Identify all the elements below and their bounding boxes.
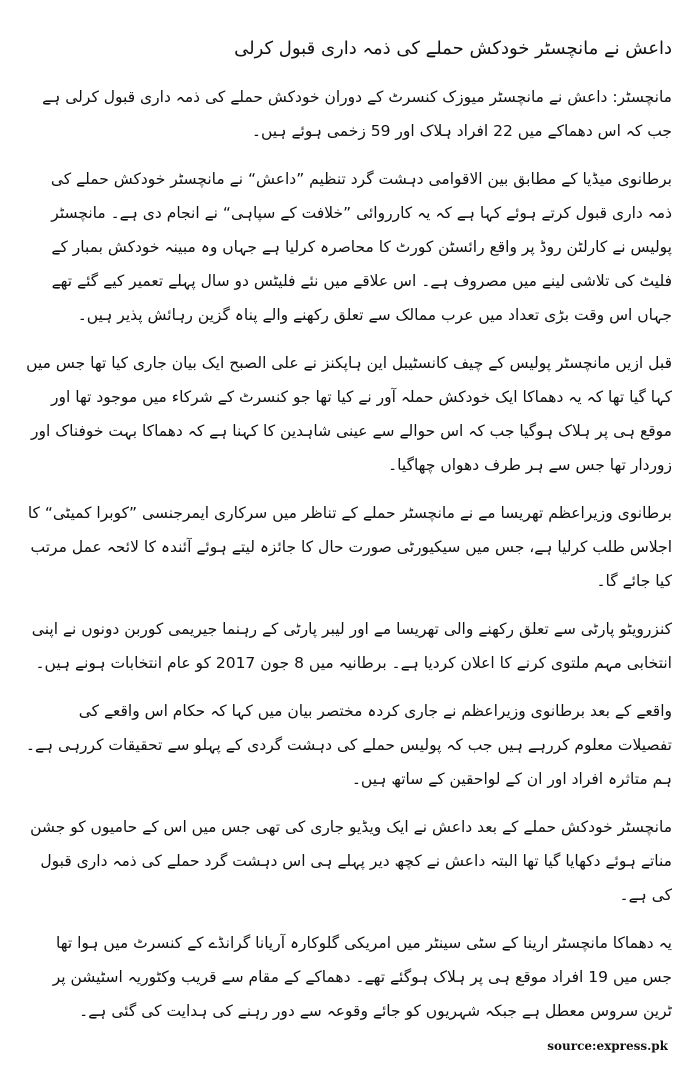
- article-headline: داعش نے مانچسٹر خودکش حملے کی ذمہ داری قبول کرلی: [234, 38, 672, 59]
- article-paragraph: کنزرویٹو پارٹی سے تعلق رکھنے والی تھریسا مے اور لیبر پارٹی کے رہنما جیریمی کوربن دونوں نے اپنی انتخابی مہم ملتوی کرنے کا اعلان کردیا ہے۔ برطانیہ میں 8 جون 2017 کو عام انتخابات ہونے ہیں۔: [31, 620, 672, 672]
- article-paragraph: واقعے کے بعد برطانوی وزیراعظم نے جاری کردہ مختصر بیان میں کہا کہ حکام اس واقعے کی تفصیلات معلوم کررہے ہیں جب کہ پولیس حملے کی دہشت گردی کے پہلو سے تحقیقات کررہی ہے۔ ہم متاثرہ افراد اور ان کے لواحقین کے ساتھ ہیں۔: [25, 702, 672, 788]
- article-paragraph: مانچسٹر خودکش حملے کے بعد داعش نے ایک ویڈیو جاری کی تھی جس میں اس کے حامیوں کو جشن مناتے ہوئے دکھایا گیا تھا البتہ داعش نے کچھ دیر پہلے ہی اس دہشت گرد حملے کی ذمہ داری قبول کی ہے۔: [30, 818, 672, 904]
- news-article: [22, 0, 672, 1028]
- article-paragraph: برطانوی وزیراعظم تھریسا مے نے مانچسٹر حملے کے تناظر میں سرکاری ایمرجنسی ”کوبرا کمیٹی“ کا اجلاس طلب کرلیا ہے، جس میں سیکیورٹی صورت حال کا جائزہ لیتے ہوئے آئندہ کا لائحہ عمل مرتب کیا جائے گا۔: [27, 504, 672, 590]
- article-paragraph: برطانوی میڈیا کے مطابق بین الاقوامی دہشت گرد تنظیم ”داعش“ نے مانچسٹر خودکش حملے کی ذمہ داری قبول کرتے ہوئے کہا ہے کہ یہ کارروائی ”خلافت کے سپاہی“ نے انجام دی ہے۔ مانچسٹر پولیس نے کارلٹن روڈ پر واقع رائسٹن کورٹ کا محاصرہ کرلیا ہے جہاں وہ مبینہ خودکش بمبار کے فلیٹ کی تلاشی لینے میں مصروف ہے۔ اس علاقے میں نئے فلیٹس دو سال پہلے تعمیر کیے گئے تھے جہاں اس وقت بڑی تعداد میں عرب ممالک سے تعلق رکھنے والے پناہ گزین رہائش پذیر ہیں۔: [50, 170, 672, 324]
- article-paragraph: یہ دھماکا مانچسٹر ارینا کے سٹی سینٹر میں امریکی گلوکارہ آریانا گرانڈے کے کنسرٹ میں ہوا تھا جس میں 19 افراد موقع ہی پر ہلاک ہوگئے تھے۔ دھماکے کے مقام سے قریب وکٹوریہ اسٹیشن پر ٹرین سروس معطل ہے جبکہ شہریوں کو جائے وقوعہ سے دور رہنے کی ہدایت کی گئی ہے۔: [52, 934, 672, 1020]
- source-credit: source:express.pk: [547, 1039, 668, 1053]
- article-paragraph: قبل ازیں مانچسٹر پولیس کے چیف کانسٹیبل این ہاپکنز نے علی الصبح ایک بیان جاری کیا تھا جس میں کہا گیا تھا کہ یہ دھماکا ایک خودکش حملہ آور نے کیا تھا جو کنسرٹ کے شرکاء میں موجود تھا اور موقع ہی پر ہلاک ہوگیا جب کہ اس حوالے سے عینی شاہدین کا کہنا ہے کہ دھماکا بہت خوفناک اور زوردار تھا جس سے ہر طرف دھواں چھاگیا۔: [26, 354, 672, 474]
- article-paragraph: مانچسٹر: داعش نے مانچسٹر میوزک کنسرٹ کے دوران خودکش حملے کی ذمہ داری قبول کرلی ہے جب کہ اس دھماکے میں 22 افراد ہلاک اور 59 زخمی ہوئے ہیں۔: [42, 88, 672, 140]
